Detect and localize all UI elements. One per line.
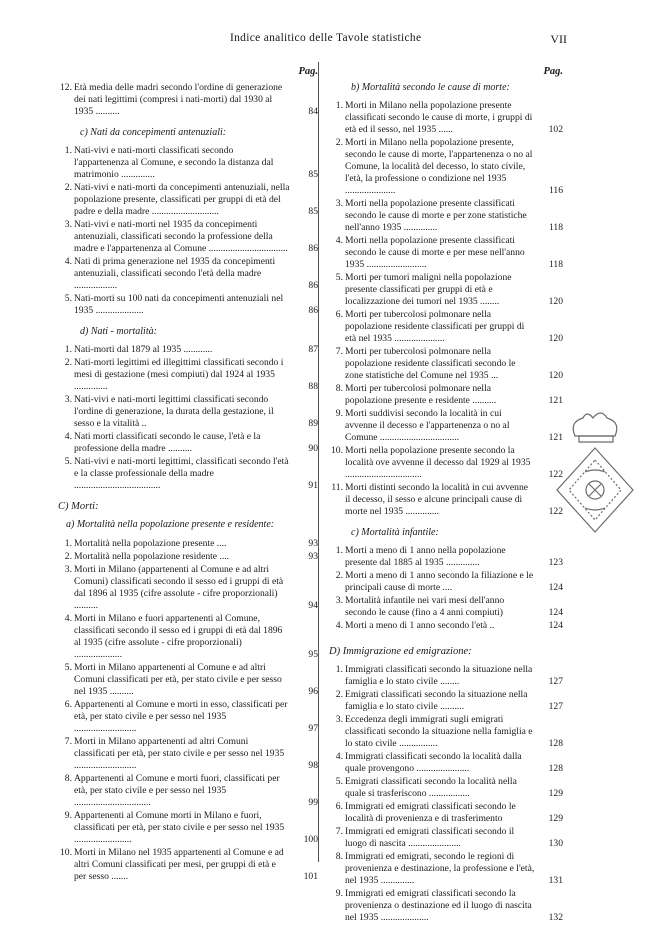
item-number: 11. <box>331 482 343 493</box>
item-page: 85 <box>308 169 318 180</box>
list-item <box>329 689 563 713</box>
item-number: 1. <box>64 538 72 549</box>
item-page: 97 <box>308 723 318 734</box>
item-number: 2. <box>64 551 72 562</box>
item-page: 84 <box>308 106 318 117</box>
item-page: 118 <box>548 259 563 270</box>
library-stamp-icon <box>545 408 640 543</box>
item-number: 8. <box>335 383 343 394</box>
item-number: 12. <box>60 82 72 93</box>
item-page: 99 <box>308 797 318 808</box>
list-item <box>58 394 318 430</box>
item-number: 2. <box>335 570 343 581</box>
item-number: 1. <box>335 664 343 675</box>
list-item <box>58 613 318 661</box>
list-item <box>58 564 318 612</box>
list-item <box>58 256 318 292</box>
item-text: Morti per tubercolosi polmonare nella popolazione residente classificati per gruppi di età nel 1935 ..................... <box>345 309 525 344</box>
item-text: Morti nella popolazione presente classificati secondo le cause di morte e per zone statistiche nell'anno 1935 .............. <box>345 198 527 233</box>
item-text: Nati-morti dal 1879 al 1935 ............ <box>74 344 213 355</box>
item-text: Morti in Milano nel 1935 appartenenti al Comune e ad altri Comuni classificati per mesi, per gruppi di età e per sesso ....... <box>74 847 284 882</box>
item-text: Morti per tubercolosi polmonare nella popolazione presente e residente .......... <box>345 383 497 406</box>
item-number: 5. <box>335 776 343 787</box>
list-item <box>58 810 318 846</box>
column-divider <box>318 62 319 862</box>
list-item <box>329 888 563 924</box>
item-page: 95 <box>308 649 318 660</box>
list-item <box>329 482 563 518</box>
item-page: 93 <box>308 551 318 562</box>
item-page: 132 <box>548 912 563 923</box>
item-number: 4. <box>335 620 343 631</box>
item-page: 121 <box>548 432 563 443</box>
item-page: 96 <box>308 686 318 697</box>
item-text: Morti in Milano nella popolazione presente, secondo le cause di morte, l'appartenenza o no al Comune, la località del decesso, lo stato civile, l'età, la professione o condizione nel 1935 ..................... <box>345 137 533 196</box>
section-heading: D) Immigrazione ed emigrazione: <box>329 646 472 657</box>
list-item <box>329 545 563 569</box>
item-text: Mortalità infantile nei vari mesi dell'anno secondo le cause (fino a 4 anni compiuti) <box>345 595 505 618</box>
item-page: 100 <box>303 834 318 845</box>
item-number: 1. <box>64 145 72 156</box>
list-item <box>58 219 318 255</box>
right-column <box>329 66 563 925</box>
item-number: 3. <box>335 198 343 209</box>
list-item <box>58 293 318 317</box>
item-text: Morti per tubercolosi polmonare nella popolazione residente classificati secondo le zone statistiche del Comune nel 1935 ... <box>345 346 516 381</box>
pag-label-left: Pag. <box>298 66 318 77</box>
item-number: 2. <box>335 689 343 700</box>
item-page: 129 <box>548 788 563 799</box>
item-number: 3. <box>64 394 72 405</box>
item-page: 122 <box>548 469 563 480</box>
item-page: 129 <box>548 813 563 824</box>
list-item <box>329 445 563 481</box>
section-list <box>58 344 318 492</box>
item-page: 118 <box>548 222 563 233</box>
item-text: Immigrati ed emigrati classificati secondo il luogo di nascita ...................... <box>345 826 515 849</box>
item-page: 93 <box>308 538 318 549</box>
item-number: 4. <box>335 235 343 246</box>
item-text: Nati-morti legittimi ed illegittimi classificati secondo i mesi di gestazione (mesi compiuti) dal 1924 al 1935 .............. <box>74 357 284 392</box>
item-text: Immigrati ed emigrati, secondo le regioni di provenienza e destinazione, la professione e l'età, nel 1935 .............. <box>345 851 535 886</box>
item-page: 91 <box>308 480 318 491</box>
item-number: 7. <box>64 736 72 747</box>
list-item <box>329 137 563 197</box>
item-page: 90 <box>308 443 318 454</box>
list-item <box>58 736 318 772</box>
item-text: Morti in Milano nella popolazione presente classificati secondo le cause di morte, i gruppi di età ed il sesso, nel 1935 ...... <box>345 100 533 135</box>
item-page: 120 <box>548 333 563 344</box>
list-item <box>58 538 318 550</box>
item-page: 124 <box>548 620 563 631</box>
item-text: Morti per tumori maligni nella popolazione presente classificati per gruppi di età e localizzazione dei tumori nel 1935 ........ <box>345 272 512 307</box>
item-page: 128 <box>548 738 563 749</box>
item-text: Mortalità nella popolazione residente .... <box>74 551 230 562</box>
item-text: Morti suddivisi secondo la località in cui avvenne il decesso e l'appartenenza o no al Comune ................................. <box>345 408 510 443</box>
running-header <box>0 32 645 48</box>
item-page: 89 <box>308 418 318 429</box>
list-item <box>329 620 563 632</box>
item-number: 1. <box>335 545 343 556</box>
item-page: 124 <box>548 582 563 593</box>
item-page: 120 <box>548 296 563 307</box>
list-item <box>58 662 318 698</box>
item-number: 2. <box>64 357 72 368</box>
section-heading: c) Mortalità infantile: <box>351 527 439 538</box>
item-page: 94 <box>308 600 318 611</box>
item-text: Appartenenti al Comune morti in Milano e fuori, classificati per età, per stato civile e per sesso nel 1935 ........................ <box>74 810 285 845</box>
item-text: Morti a meno di 1 anno secondo la filiazione e le principali cause di morte .... <box>345 570 534 593</box>
list-item <box>58 82 318 118</box>
item-number: 9. <box>64 810 72 821</box>
item-page: 128 <box>548 763 563 774</box>
item-text: Appartenenti al Comune e morti fuori, classificati per età, per stato civile e per sesso nel 1935 ................................ <box>74 773 280 808</box>
item-number: 6. <box>335 309 343 320</box>
item-text: Morti nella popolazione presente classificati secondo le cause di morte e per mese nell'anno 1935 ......................... <box>345 235 525 270</box>
item-text: Appartenenti al Comune e morti in esso, classificati per età, per stato civile e per sesso nel 1935 .......................... <box>74 699 288 734</box>
section-list <box>58 145 318 317</box>
item-text: Morti distinti secondo la località in cui avvenne il decesso, il sesso e alcune principali cause di morte nel 1935 .............. <box>345 482 529 517</box>
item-number: 3. <box>335 595 343 606</box>
list-item <box>58 456 318 492</box>
item-number: 5. <box>64 293 72 304</box>
item-page: 86 <box>308 280 318 291</box>
item-text: Morti nella popolazione presente secondo la località ove avvenne il decesso dal 1929 al 1935 ................................ <box>345 445 531 480</box>
item-page: 127 <box>548 676 563 687</box>
item-number: 9. <box>335 888 343 899</box>
item-page: 124 <box>548 607 563 618</box>
item-text: Nati-vivi e nati-morti classificati secondo l'appartenenza al Comune, e secondo la distanza dal matrimonio .............. <box>74 145 274 180</box>
item-page: 86 <box>308 305 318 316</box>
list-item <box>329 776 563 800</box>
item-page: 122 <box>548 506 563 517</box>
section-list <box>329 100 563 518</box>
item-text: Morti in Milano (appartenenti al Comune e ad altri Comuni) classificati secondo il sesso ed i gruppi di età dal 1896 al 1935 (cifre assolute - cifre proporzionali) .......... <box>74 564 284 611</box>
list-item <box>58 847 318 883</box>
list-item <box>329 851 563 887</box>
list-item <box>329 235 563 271</box>
item-text: Nati-vivi e nati-morti da concepimenti antenuziali, nella popolazione presente, classificati per gruppi di età del padre e della madre ............................ <box>74 182 290 217</box>
item-number: 3. <box>64 564 72 575</box>
item-text: Morti in Milano appartenenti ad altri Comuni classificati per età, per stato civile e per sesso nel 1935 .......................... <box>74 736 285 771</box>
section-heading: d) Nati - mortalità: <box>80 326 157 337</box>
item-number: 8. <box>64 773 72 784</box>
section-list <box>329 664 563 924</box>
item-text: Morti in Milano e fuori appartenenti al Comune, classificati secondo il sesso ed i gruppi di età dal 1896 al 1935 (cifre assolute - cifre proporzionali) .................... <box>74 613 283 660</box>
item-text: Immigrati classificati secondo la situazione nella famiglia e lo stato civile ........ <box>345 664 533 687</box>
item-number: 3. <box>64 219 72 230</box>
section-heading: b) Mortalità secondo le cause di morte: <box>351 82 510 93</box>
item-page: 123 <box>548 557 563 568</box>
list-item <box>329 751 563 775</box>
item-number: 2. <box>64 182 72 193</box>
item-number: 3. <box>335 714 343 725</box>
item-number: 7. <box>335 826 343 837</box>
item-text: Immigrati ed emigrati classificati secondo le località di provenienza e di trasferimento <box>345 801 516 824</box>
list-item <box>329 826 563 850</box>
item-page: 85 <box>308 206 318 217</box>
list-item <box>329 570 563 594</box>
list-item <box>329 346 563 382</box>
item-text: Immigrati ed emigrati classificati secondo la provenienza o destinazione ed il luogo di nascita nel 1935 .................... <box>345 888 532 923</box>
page-number: VII <box>550 32 567 46</box>
item-number: 6. <box>64 699 72 710</box>
item-number: 1. <box>64 344 72 355</box>
list-item <box>58 551 318 563</box>
item-text: Morti a meno di 1 anno nella popolazione presente dal 1885 al 1935 .............. <box>345 545 506 568</box>
item-page: 86 <box>308 243 318 254</box>
list-item <box>58 699 318 735</box>
item-text: Nati-morti su 100 nati da concepimenti antenuziali nel 1935 .................... <box>74 293 284 316</box>
left-column <box>58 66 318 884</box>
item-text: Nati di prima generazione nel 1935 da concepimenti antenuziali, classificati secondo l'età della madre .................. <box>74 256 276 291</box>
item-number: 5. <box>64 662 72 673</box>
list-item <box>329 272 563 308</box>
item-number: 4. <box>64 431 72 442</box>
section-heading: c) Nati da concepimenti antenuziali: <box>80 127 227 138</box>
item-page: 88 <box>308 381 318 392</box>
subsection-heading: a) Mortalità nella popolazione presente e residente: <box>66 519 275 530</box>
item-page: 87 <box>308 344 318 355</box>
item-number: 4. <box>64 256 72 267</box>
running-title: Indice analitico delle Tavole statistiche <box>230 32 422 44</box>
item-number: 5. <box>335 272 343 283</box>
item-number: 4. <box>64 613 72 624</box>
item-text: Nati-vivi e nati-morti nel 1935 da concepimenti antenuziali, classificati secondo la professione della madre e l'appartenenza al Comune ................................. <box>74 219 288 254</box>
section-list <box>58 538 318 883</box>
pag-label-right: Pag. <box>543 66 563 77</box>
item-page: 101 <box>303 871 318 882</box>
item-number: 5. <box>64 456 72 467</box>
item-text: Età media delle madri secondo l'ordine di generazione dei nati legittimi (compresi i nati-morti) dal 1930 al 1935 .......... <box>74 82 283 117</box>
list-item <box>58 182 318 218</box>
item-page: 127 <box>548 701 563 712</box>
list-item <box>329 408 563 444</box>
item-text: Emigrati classificati secondo la località nella quale si trasferiscono ................. <box>345 776 517 799</box>
item-page: 102 <box>548 124 563 135</box>
list-item <box>329 714 563 750</box>
list-item <box>58 344 318 356</box>
item-text: Emigrati classificati secondo la situazione nella famiglia e lo stato civile .......... <box>345 689 528 712</box>
list-item <box>329 100 563 136</box>
section-list <box>329 545 563 632</box>
item-page: 120 <box>548 370 563 381</box>
item-number: 2. <box>335 137 343 148</box>
item-text: Nati-vivi e nati-morti legittimi classificati secondo l'ordine di generazione, la durata della gestazione, il sesso e la vitalità .. <box>74 394 274 429</box>
item-number: 10. <box>331 445 343 456</box>
item-page: 130 <box>548 838 563 849</box>
item-number: 7. <box>335 346 343 357</box>
item-text: Morti a meno di 1 anno secondo l'età .. <box>345 620 495 631</box>
list-item <box>329 664 563 688</box>
item-text: Nati-vivi e nati-morti legittimi, classificati secondo l'età e la classe professionale della madre .................................... <box>74 456 289 491</box>
list-item <box>329 198 563 234</box>
item-page: 116 <box>548 185 563 196</box>
item-page: 98 <box>308 760 318 771</box>
item-text: Nati morti classificati secondo le cause, l'età e la professione della madre .......... <box>74 431 261 454</box>
list-item <box>329 801 563 825</box>
item-text: Immigrati classificati secondo la località dalla quale provengono ...................... <box>345 751 522 774</box>
item-number: 9. <box>335 408 343 419</box>
item-text: Eccedenza degli immigrati sugli emigrati classificati secondo la situazione nella famiglia e lo stato civile ................ <box>345 714 533 749</box>
item-text: Mortalità nella popolazione presente .... <box>74 538 227 549</box>
list-item <box>329 595 563 619</box>
item-number: 8. <box>335 851 343 862</box>
item-number: 6. <box>335 801 343 812</box>
list-item <box>58 357 318 393</box>
item-number: 10. <box>60 847 72 858</box>
list-item <box>58 145 318 181</box>
list-item <box>329 383 563 407</box>
list-item <box>58 431 318 455</box>
item-number: 1. <box>335 100 343 111</box>
section-heading: C) Morti: <box>58 501 99 512</box>
list-item <box>58 773 318 809</box>
item-text: Morti in Milano appartenenti al Comune e ad altri Comuni classificati per età, per stato civile e per sesso nel 1935 .......... <box>74 662 282 697</box>
item-number: 4. <box>335 751 343 762</box>
item-page: 121 <box>548 395 563 406</box>
list-item <box>329 309 563 345</box>
item-page: 131 <box>548 875 563 886</box>
